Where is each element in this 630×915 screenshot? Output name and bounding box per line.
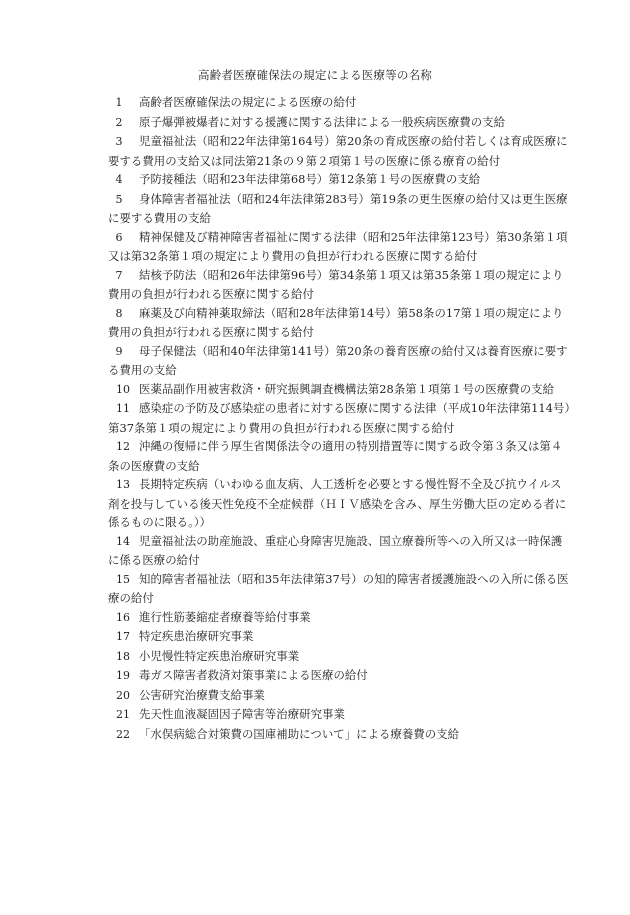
item-number: 18: [116, 649, 130, 663]
list-item: [108, 647, 572, 667]
item-text: 原子爆弾被爆者に対する援護に関する法律による一般疾病医療費の支給: [139, 114, 506, 129]
item-text: 感染症の予防及び感染症の患者に対する医療に関する法律（平成10年法律第114号）第37条第１項の規定により費用の負担が行われる医療に関する給付: [108, 401, 571, 435]
item-number: 4: [115, 173, 123, 186]
item-text: 先天性血液凝固因子障害等治療研究事業: [139, 707, 345, 721]
list-item: [108, 570, 572, 608]
item-number: 6: [115, 230, 123, 244]
item-text: 結核予防法（昭和26年法律第96号）第34条第１項又は第35条第１項の規定により費用の負担が行われる医療に関する給付: [108, 267, 564, 301]
item-text: 児童福祉法（昭和22年法律第164号）第20条の育成医療の給付若しくは育成医療に要する費用の支給又は同法第21条の９第２項第１号の医療に係る療育の給付: [108, 134, 568, 168]
list-item: [108, 228, 572, 266]
item-text: 長期特定疾病（いわゆる血友病、人工透析を必要とする慢性腎不全及び抗ウイルス剤を投与している後天性免疫不全症候群（ＨＩＶ感染を含み、厚生労働大臣の定める者に係るものに限る。））: [108, 477, 567, 529]
item-text: 「水俣病総合対策費の国庫補助について」による療養費の支給: [139, 726, 460, 741]
list-item: [108, 132, 572, 170]
list-item: [108, 170, 572, 190]
item-text: 知的障害者福祉法（昭和35年法律第37号）の知的障害者援護施設への入所に係る医療の給付: [108, 571, 569, 605]
item-number: 13: [116, 478, 130, 491]
item-number: 17: [116, 630, 130, 643]
item-number: 20: [116, 688, 130, 702]
item-number: 14: [116, 534, 130, 548]
item-number: 16: [116, 610, 130, 624]
list-item: [108, 190, 572, 228]
medical-program-list: [108, 93, 572, 744]
item-number: 3: [115, 135, 123, 148]
list-item: [108, 627, 572, 647]
list-item: [108, 342, 572, 380]
item-number: 21: [116, 708, 130, 721]
item-text: 精神保健及び精神障害者福祉に関する法律（昭和25年法律第123号）第30条第１項又は第32条第１項の規定により費用の負担が行われる医療に関する給付: [108, 229, 568, 263]
item-text: 児童福祉法の助産施設、重症心身障害児施設、国立療養所等への入所又は一時保護に係る医療の給付: [108, 533, 563, 567]
item-number: 1: [115, 96, 123, 109]
list-item: [108, 686, 572, 706]
document-title: 高齢者医療確保法の規定による医療等の名称: [198, 68, 432, 82]
item-text: 毒ガス障害者救済対策事業による医療の給付: [139, 668, 368, 682]
item-number: 11: [116, 402, 130, 415]
item-text: 進行性筋萎縮症者療養等給付事業: [139, 609, 311, 624]
list-item: [108, 532, 572, 570]
item-text: 特定疾患治療研究事業: [139, 629, 254, 643]
list-item: [108, 437, 572, 475]
item-text: 公害研究治療費支給事業: [139, 687, 265, 702]
list-item: [108, 380, 572, 400]
item-text: 予防接種法（昭和23年法律第68号）第12条第１号の医療費の支給: [139, 172, 481, 186]
item-text: 身体障害者福祉法（昭和24年法律第283号）第19条の更生医療の給付又は更生医療に要する費用の支給: [108, 191, 568, 225]
item-number: 9: [115, 344, 123, 358]
item-text: 小児慢性特定疾患治療研究事業: [139, 648, 300, 663]
item-text: 医薬品副作用被害救済・研究振興調査機構法第28条第１項第１号の医療費の支給: [139, 381, 555, 396]
list-item: [108, 113, 572, 133]
list-item: [108, 705, 572, 725]
item-number: 15: [116, 572, 130, 586]
item-number: 5: [115, 192, 123, 206]
list-item: [108, 475, 572, 532]
item-number: 10: [116, 382, 130, 396]
list-item: [108, 399, 572, 437]
list-item: [108, 608, 572, 628]
item-text: 母子保健法（昭和40年法律第141号）第20条の養育医療の給付又は養育医療に要する費用の支給: [108, 343, 568, 377]
list-item: [108, 266, 572, 304]
item-number: 8: [115, 306, 123, 320]
item-text: 麻薬及び向精神薬取締法（昭和28年法律第14号）第58条の17第１項の規定により費用の負担が行われる医療に関する給付: [108, 305, 564, 339]
item-text: 沖縄の復帰に伴う厚生省関係法令の適用の特別措置等に関する政令第３条又は第４条の医療費の支給: [108, 439, 563, 473]
item-number: 22: [116, 727, 130, 741]
list-item: [108, 304, 572, 342]
item-number: 19: [116, 669, 130, 682]
list-item: [108, 93, 572, 113]
list-item: [108, 725, 572, 745]
item-text: 高齢者医療確保法の規定による医療の給付: [139, 95, 357, 109]
item-number: 2: [115, 115, 123, 129]
item-number: 7: [115, 268, 123, 282]
list-item: [108, 666, 572, 686]
item-number: 12: [116, 440, 130, 453]
